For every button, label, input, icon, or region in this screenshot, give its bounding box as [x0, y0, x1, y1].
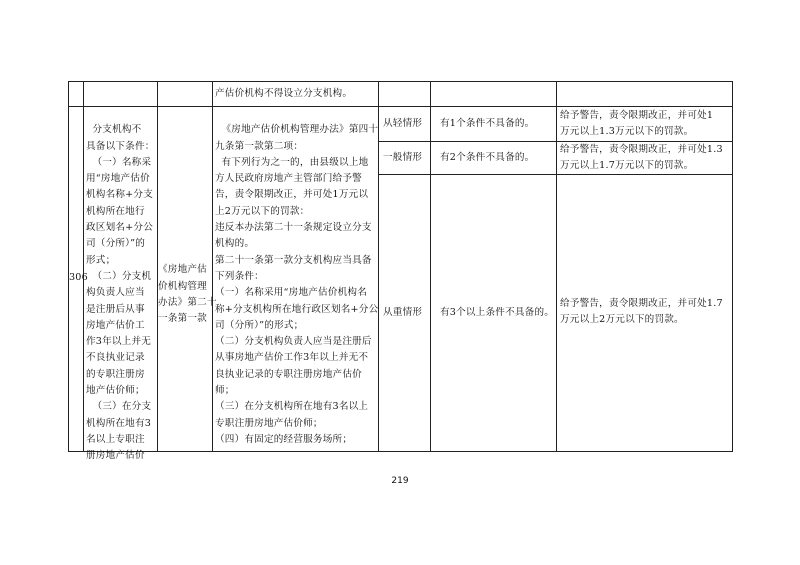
penalty-general: 给予警告，责令限期改正，并可处1.3 万元以上1.7万元以下的罚款。: [560, 144, 723, 172]
severity-serious: 从重情形: [383, 307, 423, 318]
table-left-border: [68, 81, 69, 452]
table-top-border: [68, 81, 733, 82]
basis-reference: 《房地产估 价机构管理 办法》第二十 一条第一款: [158, 264, 217, 325]
condition-serious: 有3个以上条件不具备的。: [440, 307, 555, 318]
condition-light: 有1个条件不具备的。: [440, 118, 535, 129]
basis-fulltext: 《房地产估价机构管理办法》第四十 九条第一款第二项： 有下列行为之一的，由县级以上地 方人民政府房地产主管部门给予警 告，责令限期改正，并可处1万元以 上2万元以下的罚款： 违反本办法第二十一条规定设立分支 机构的。 第二十一条第一款分支机构应当具备 下列条件： （一）名称采用“房地产估价机构名 称+分支机构所在地行政区划名+分公 司（分所）”的形式； （二）分支机构负责人应当是注册后 从事房地产估价工作3年以上并无不 良执业记录的专职注册房地产估价 师； （三）在分支机构所在地有3名以上 专职注册房地产估价师； （四）有固定的经营服务场所；: [215, 124, 379, 445]
row-divider: [68, 106, 733, 107]
penalty-serious: 给予警告，责令限期改正，并可处1.7 万元以上2万元以下的罚款。: [560, 298, 723, 326]
severity-general: 一般情形: [383, 152, 423, 163]
table-right-border: [732, 81, 733, 452]
col-divider: [556, 81, 557, 452]
violation-text: 分支机构不 具备以下条件： （一）名称采 用“房地产估价 机构名称+分支 机构所在地行 政区划名+分公 司（分所）”的 形式； （二）分支机 构负责人应当 是注册后从事 房地产估价工 作3年以上并无 不良执业记录 的专职注册房 地产估价师； （三）在分支 机构所在地有3 名以上专职注 册房地产估价: [86, 124, 155, 462]
condition-general: 有2个条件不具备的。: [440, 152, 535, 163]
page-number: 219: [391, 476, 409, 486]
continuation-text: 产估价机构不得设立分支机构。: [215, 88, 353, 99]
row-number: 306: [69, 272, 88, 283]
penalty-light: 给予警告，责令限期改正，并可处1 万元以上1.3万元以下的罚款。: [560, 110, 714, 138]
col-divider: [83, 81, 84, 452]
severity-light: 从轻情形: [383, 118, 423, 129]
col-divider: [430, 81, 431, 452]
table-bottom-border: [68, 451, 733, 452]
